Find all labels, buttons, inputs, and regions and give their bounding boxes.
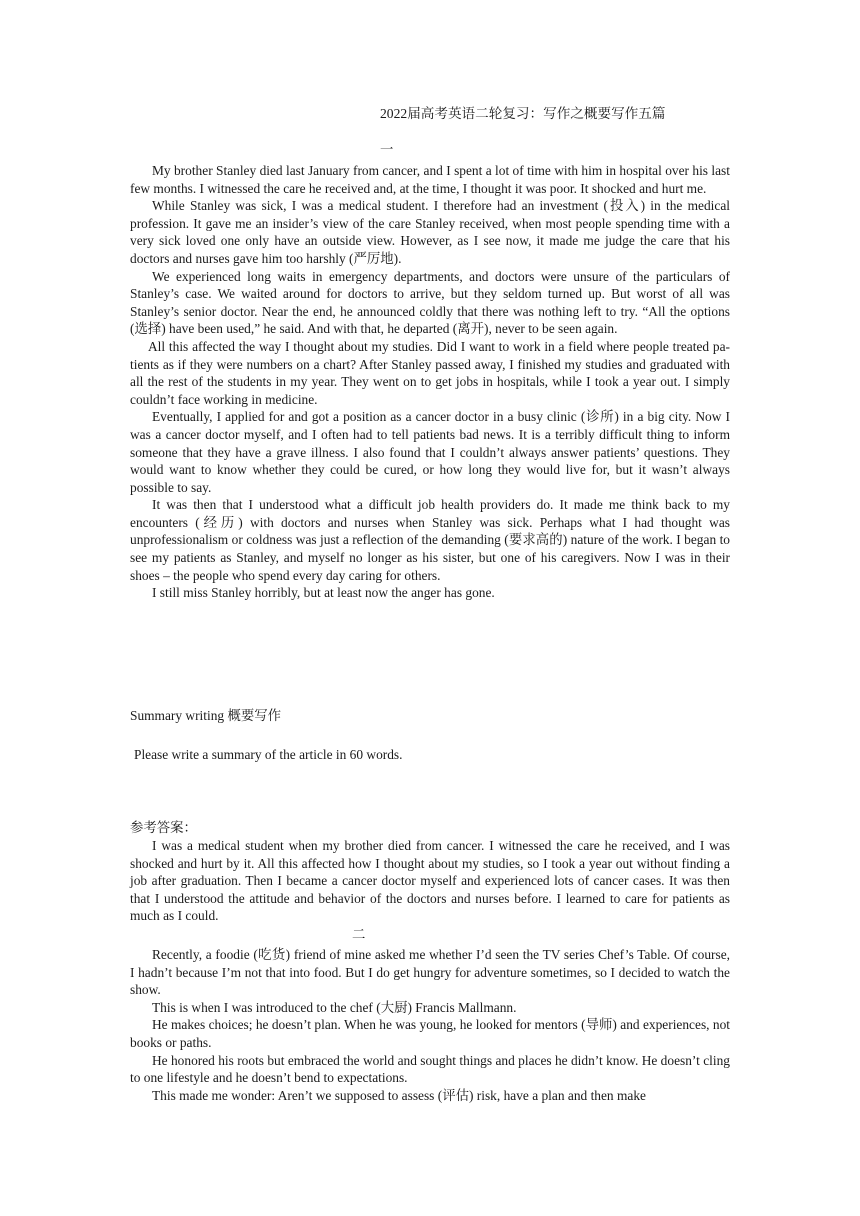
passage-1 — [130, 162, 730, 602]
paragraph: Recently, a foodie (吃货) friend of mine asked me whether I’d seen the TV series Chef’s Table. Of course, I hadn’t because I’m not that into food. But I do get hungry for adventure sometimes, so I decided to watch the show. — [130, 947, 730, 998]
document-title: 2022届高考英语二轮复习：写作之概要写作五篇 — [380, 106, 666, 121]
paragraph: I still miss Stanley horribly, but at least now the anger has gone. — [152, 585, 495, 601]
paragraph: I was a medical student when my brother died from cancer. I witnessed the care he received, and I was shocked and hurt by it. All this affected how I thought about my studies, so I took a year out without finding a job after graduation. Then I became a cancer doctor myself and experienced lots of cancer cases. It was then that I understood the attitude and behavior of the doctors and nurses before. I learned to care for patients as much as I could. — [130, 838, 730, 924]
summary-heading: Summary writing 概要写作 — [130, 708, 282, 723]
paragraph: This made me wonder: Aren’t we supposed to assess (评估) risk, have a plan and then make — [152, 1087, 646, 1103]
paragraph: While Stanley was sick, I was a medical student. I therefore had an investment (投入) in the medical profession. It gave me an insider’s view of the care Stanley received, when most people spending time with a very sick loved one only have an outside view. However, as I see now, it made me judge the care that his doctors and nurses gave him too harshly (严厉地). — [130, 198, 730, 266]
answer-label: 参考答案： — [130, 820, 197, 835]
paragraph: It was then that I understood what a difficult job health providers do. It made me think back to my encounters (经历) with doctors and nurses when Stanley was sick. Perhaps what I had thought was unprofessionalism or coldness was just a reflection of the demanding (要求高的) nature of the work. I began to see my patients as Stanley, and myself no longer as his sister, but one of his caregivers. Now I was in their shoes – the people who spend every day caring for others. — [130, 497, 730, 583]
answer-1 — [130, 837, 730, 925]
passage-2 — [130, 946, 730, 1104]
paragraph: All this affected the way I thought about my studies. Did I want to work in a field where people treated pa-tients as if they were numbers on a chart? After Stanley passed away, I finished my studies and graduated with all the rest of the students in my year. They went on to get jobs in hospitals, while I took a year out. I simply couldn’t face working in medicine. — [130, 338, 730, 407]
paragraph: He honored his roots but embraced the world and sought things and places he didn’t know. He doesn’t cling to one lifestyle and he doesn’t bend to expectations. — [130, 1052, 730, 1086]
paragraph: We experienced long waits in emergency departments, and doctors were unsure of the particulars of Stanley’s case. We waited around for doctors to arrive, but they seldom turned up. But worst of all was Stanley’s senior doctor. Near the end, he announced coldly that there was nothing left to try. “All the options (选择) have been used,” he said. And with that, he departed (离开), never to be seen again. — [130, 268, 730, 337]
paragraph: This is when I was introduced to the chef (大厨) Francis Mallmann. — [152, 999, 517, 1015]
paragraph: Eventually, I applied for and got a position as a cancer doctor in a busy clinic (诊所) in a big city. Now I was a cancer doctor myself, and I often had to tell patients bad news. It is a terribly difficult thing to inform someone that they have a grave illness. I also found that I couldn’t always answer patients’ questions. They would want to know whether they could be cured, or how long they would live for, but it wasn’t always possible to say. — [130, 409, 730, 495]
paragraph: My brother Stanley died last January from cancer, and I spent a lot of time with him in hospital over his last few months. I witnessed the care he received and, at the time, I thought it was poor. It shocked and hurt me. — [130, 163, 730, 196]
summary-instruction: Please write a summary of the article in 60 words. — [134, 747, 403, 762]
section-number-2: 二 — [352, 927, 366, 942]
paragraph: He makes choices; he doesn’t plan. When he was young, he looked for mentors (导师) and experiences, not books or paths. — [130, 1017, 730, 1050]
section-number-1: 一 — [380, 142, 394, 157]
